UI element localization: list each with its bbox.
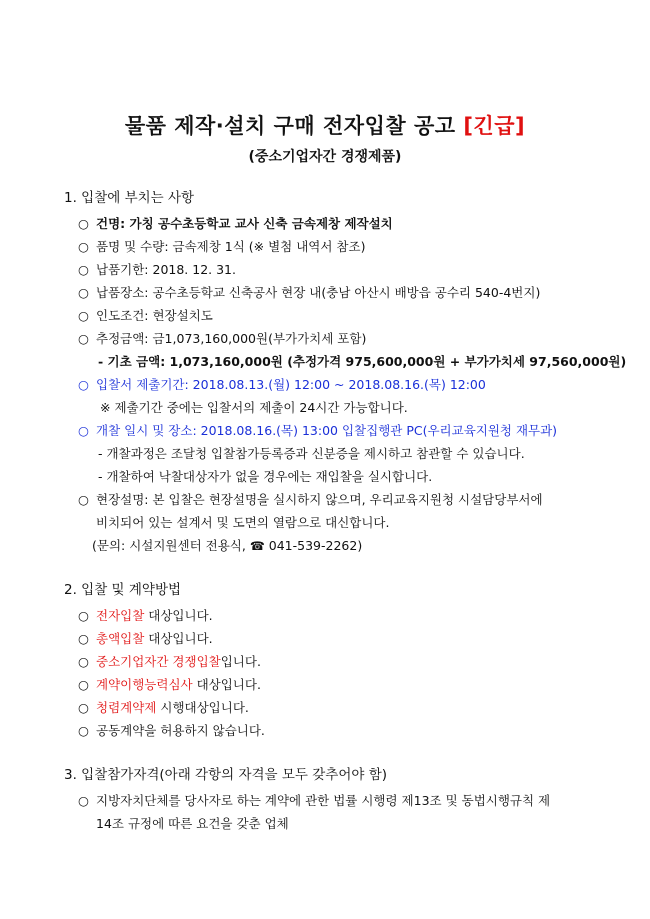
method-item xyxy=(78,608,213,624)
method-rest: 대상입니다. xyxy=(144,608,213,623)
method-highlight: 계약이행능력심사 xyxy=(96,677,193,692)
method-last: 공동계약을 허용하지 않습니다. xyxy=(96,723,265,738)
bullet-circle: ○ xyxy=(78,793,89,808)
submit-note: ※ 제출기간 중에는 입찰서의 제출이 24시간 가능합니다. xyxy=(100,400,408,415)
item-name: 건명: 가칭 공수초등학교 교사 신축 금속제창 제작설치 xyxy=(96,216,393,231)
page-title xyxy=(0,110,650,140)
bullet-circle: ○ xyxy=(78,631,89,646)
qualification-text: 지방자치단체를 당사자로 하는 계약에 관한 법률 시행령 제13조 및 동법시행규칙 제 xyxy=(96,793,551,808)
bullet-circle: ○ xyxy=(78,723,89,738)
delivery-location: 납품장소: 공수초등학교 신축공사 현장 내(충남 아산시 배방읍 공수리 540-4번지) xyxy=(96,285,541,300)
section3-heading: 3. 입찰참가자격(아래 각항의 자격을 모두 갖추어야 함) xyxy=(64,767,388,783)
estimated-amount: 추정금액: 금1,073,160,000원(부가가치세 포함) xyxy=(96,331,367,346)
site-explanation: 현장설명: 본 입찰은 현장설명을 실시하지 않으며, 우리교육지원청 시설담당부서에 xyxy=(96,492,543,507)
bullet-circle: ○ xyxy=(78,331,89,346)
method-item xyxy=(78,654,261,670)
method-item xyxy=(78,677,261,693)
item-spec: 품명 및 수량: 금속제창 1식 (※ 별첨 내역서 참조) xyxy=(96,239,366,254)
bullet-circle: ○ xyxy=(78,654,89,669)
bullet-circle: ○ xyxy=(78,262,89,277)
condition-line xyxy=(78,308,213,324)
bullet-circle: ○ xyxy=(78,423,89,438)
bullet-circle: ○ xyxy=(78,308,89,323)
qualification-line-2: 14조 규정에 따른 요건을 갖춘 업체 xyxy=(96,816,289,831)
bullet-circle: ○ xyxy=(78,239,89,254)
submit-period: 입찰서 제출기간: 2018.08.13.(월) 12:00 ~ 2018.08.16.(목) 12:00 xyxy=(96,377,486,392)
opening-info: 개찰 일시 및 장소: 2018.08.16.(목) 13:00 입찰집행관 PC(우리교육지원청 재무과) xyxy=(96,423,558,438)
method-item-last xyxy=(78,723,265,739)
bullet-circle: ○ xyxy=(78,216,89,231)
bullet-circle: ○ xyxy=(78,608,89,623)
method-highlight: 청렴계약제 xyxy=(96,700,157,715)
bullet-circle: ○ xyxy=(78,492,89,507)
bullet-circle: ○ xyxy=(78,377,89,392)
site-line-2: 비치되어 있는 설계서 및 도면의 열람으로 대신합니다. xyxy=(96,515,390,530)
method-highlight: 전자입찰 xyxy=(96,608,145,623)
opening-line xyxy=(78,423,557,439)
page-subtitle: (중소기업자간 경쟁제품) xyxy=(248,149,402,165)
estimate-line xyxy=(78,331,366,347)
site-line-1 xyxy=(78,492,543,508)
bullet-circle: ○ xyxy=(78,677,89,692)
method-highlight: 총액입찰 xyxy=(96,631,145,646)
method-rest: 대상입니다. xyxy=(192,677,261,692)
contact-prefix: (문의: 시설지원센터 전용식, xyxy=(92,538,246,553)
opening-note-1: - 개찰과정은 조달청 입찰참가등록증과 신분증을 제시하고 참관할 수 있습니다. xyxy=(98,446,525,461)
method-rest: 대상입니다. xyxy=(144,631,213,646)
contact-phone: 041-539-2262) xyxy=(268,538,363,553)
qualification-line-1 xyxy=(78,793,550,809)
method-highlight: 중소기업자간 경쟁입찰 xyxy=(96,654,221,669)
delivery-deadline: 납품기한: 2018. 12. 31. xyxy=(96,262,236,277)
method-rest: 시행대상입니다. xyxy=(156,700,249,715)
submit-period-line xyxy=(78,377,486,393)
section1-heading: 1. 입찰에 부치는 사항 xyxy=(64,190,195,206)
method-item xyxy=(78,631,213,647)
bullet-circle: ○ xyxy=(78,700,89,715)
opening-note-2: - 개찰하여 낙찰대상자가 없을 경우에는 재입찰을 실시합니다. xyxy=(98,469,433,484)
method-rest: 입니다. xyxy=(220,654,261,669)
method-item xyxy=(78,700,249,716)
contact-line xyxy=(92,538,362,554)
section2-heading: 2. 입찰 및 계약방법 xyxy=(64,582,182,598)
item-spec-line xyxy=(78,239,365,255)
phone-icon: ☎ xyxy=(249,539,265,553)
delivery-condition: 인도조건: 현장설치도 xyxy=(96,308,213,323)
urgent-tag: [긴급] xyxy=(463,114,526,138)
item-name-line xyxy=(78,216,393,232)
deadline-line xyxy=(78,262,236,278)
bullet-circle: ○ xyxy=(78,285,89,300)
location-line xyxy=(78,285,540,301)
title-main: 물품 제작·설치 구매 전자입찰 공고 xyxy=(124,114,456,138)
base-price: - 기초 금액: 1,073,160,000원 (추정가격 975,600,000원 + 부가가치세 97,560,000원) xyxy=(98,354,627,369)
